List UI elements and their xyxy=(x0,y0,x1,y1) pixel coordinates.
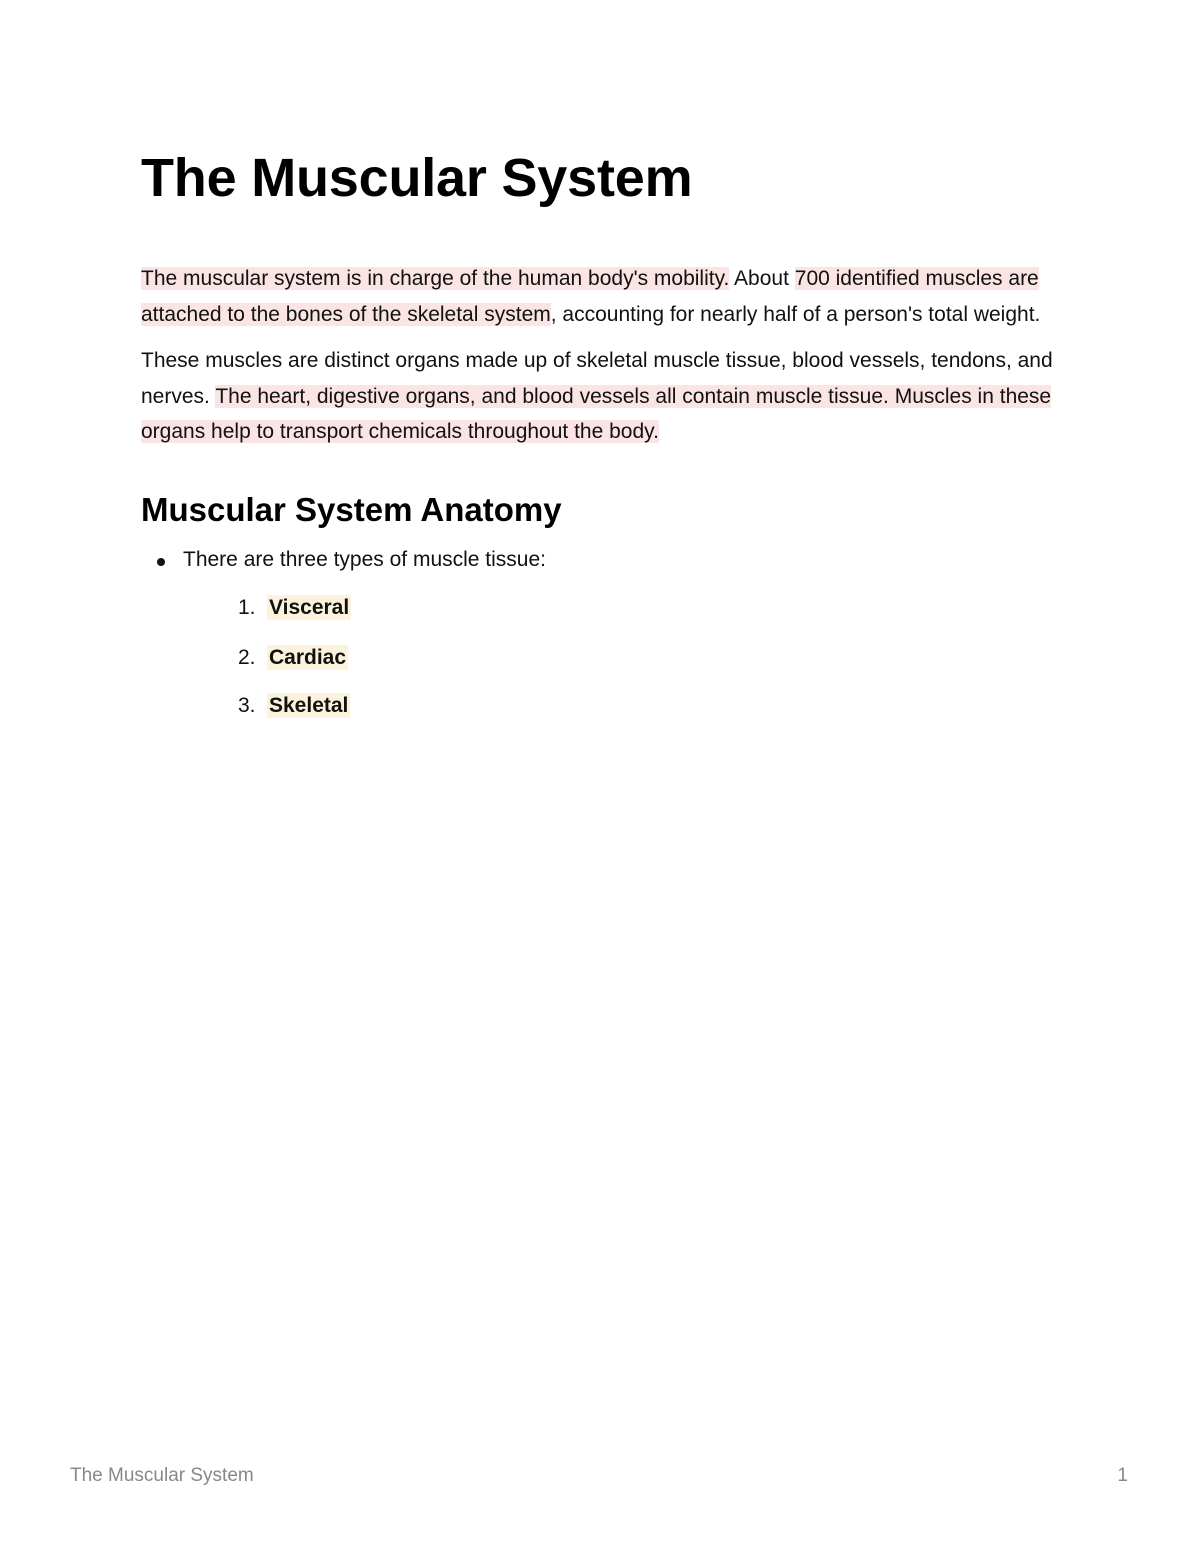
section-heading: Muscular System Anatomy xyxy=(141,490,562,528)
muscle-types-list xyxy=(183,592,1071,722)
highlighted-text: The muscular system is in charge of the human body's mobility. xyxy=(141,267,730,290)
page-content xyxy=(141,146,1071,722)
bullet-list xyxy=(141,544,1071,722)
list-number: 1. xyxy=(238,595,256,619)
list-number: 3. xyxy=(238,693,256,717)
bullet-icon xyxy=(157,558,165,566)
page-number: 1 xyxy=(1117,1465,1128,1486)
second-paragraph xyxy=(141,343,1071,450)
footer-title: The Muscular System xyxy=(70,1465,254,1486)
list-item xyxy=(183,690,1071,722)
list-number: 2. xyxy=(238,645,256,669)
muscle-type-cardiac: Cardiac xyxy=(269,645,347,669)
list-item xyxy=(183,592,1071,624)
muscle-type-skeletal: Skeletal xyxy=(269,693,349,717)
list-item xyxy=(183,642,1071,674)
list-item-text: There are three types of muscle tissue: xyxy=(183,547,546,571)
page-footer xyxy=(70,1465,1130,1491)
body-text: About xyxy=(729,267,795,290)
list-item xyxy=(141,544,1071,722)
muscle-type-visceral: Visceral xyxy=(269,595,350,619)
page-title: The Muscular System xyxy=(141,148,693,208)
highlighted-text: 700 identified muscles are attached to the bones of the skeletal system xyxy=(141,267,1039,326)
intro-paragraph xyxy=(141,261,1071,332)
body-text: These muscles are distinct organs made up of skeletal muscle tissue, blood vessels, tendons, and nerves. xyxy=(141,349,1053,408)
highlighted-text: The heart, digestive organs, and blood vessels all contain muscle tissue. Muscles in these organs help to transport chemicals throughout the body. xyxy=(141,384,1052,443)
body-text: , accounting for nearly half of a person's total weight. xyxy=(550,302,1041,326)
